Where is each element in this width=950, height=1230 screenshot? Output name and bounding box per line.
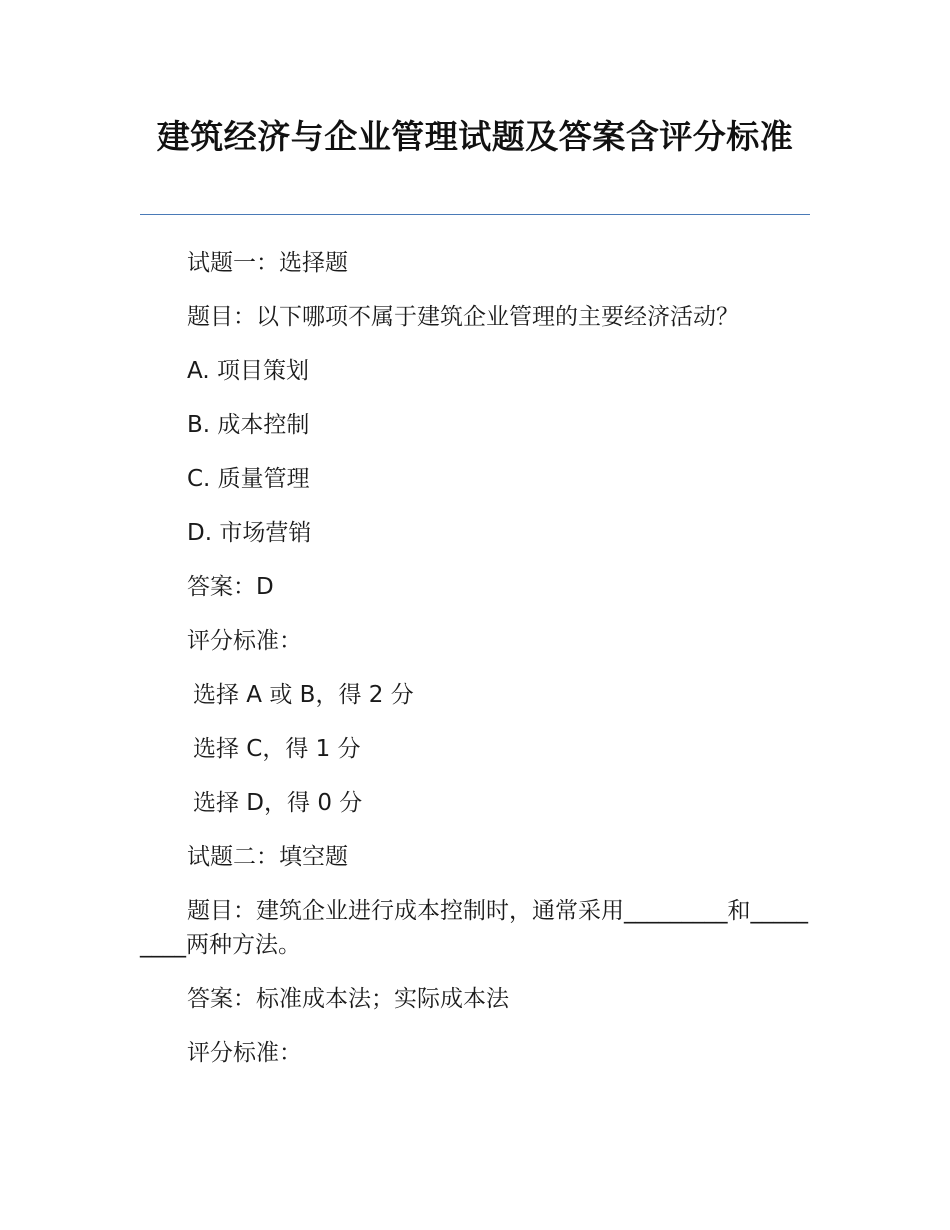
scoring-rule-3: 选择 D，得 0 分 (193, 790, 363, 816)
scoring-rule-1: 选择 A 或 B，得 2 分 (193, 682, 414, 708)
title-underline (140, 214, 810, 215)
option-a: A. 项目策划 (187, 358, 309, 384)
document-title: 建筑经济与企业管理试题及答案含评分标准 (156, 117, 794, 156)
scoring-heading-1: 评分标准： (187, 628, 302, 654)
option-c: C. 质量管理 (187, 466, 310, 492)
option-b: B. 成本控制 (187, 412, 310, 438)
scoring-heading-2: 评分标准： (187, 1040, 302, 1066)
option-d: D. 市场营销 (187, 520, 312, 546)
document-body (140, 246, 810, 1090)
scoring-rule-2: 选择 C，得 1 分 (193, 736, 361, 762)
answer-2: 答案：标准成本法；实际成本法 (187, 986, 509, 1012)
section-heading-1: 试题一：选择题 (187, 250, 348, 276)
answer-1: 答案：D (187, 574, 274, 600)
question-2-prompt: 题目：建筑企业进行成本控制时，通常采用_________和_________两种方法。 (140, 898, 808, 958)
section-heading-2: 试题二：填空题 (187, 844, 348, 870)
question-1-prompt: 题目：以下哪项不属于建筑企业管理的主要经济活动？ (187, 304, 739, 330)
